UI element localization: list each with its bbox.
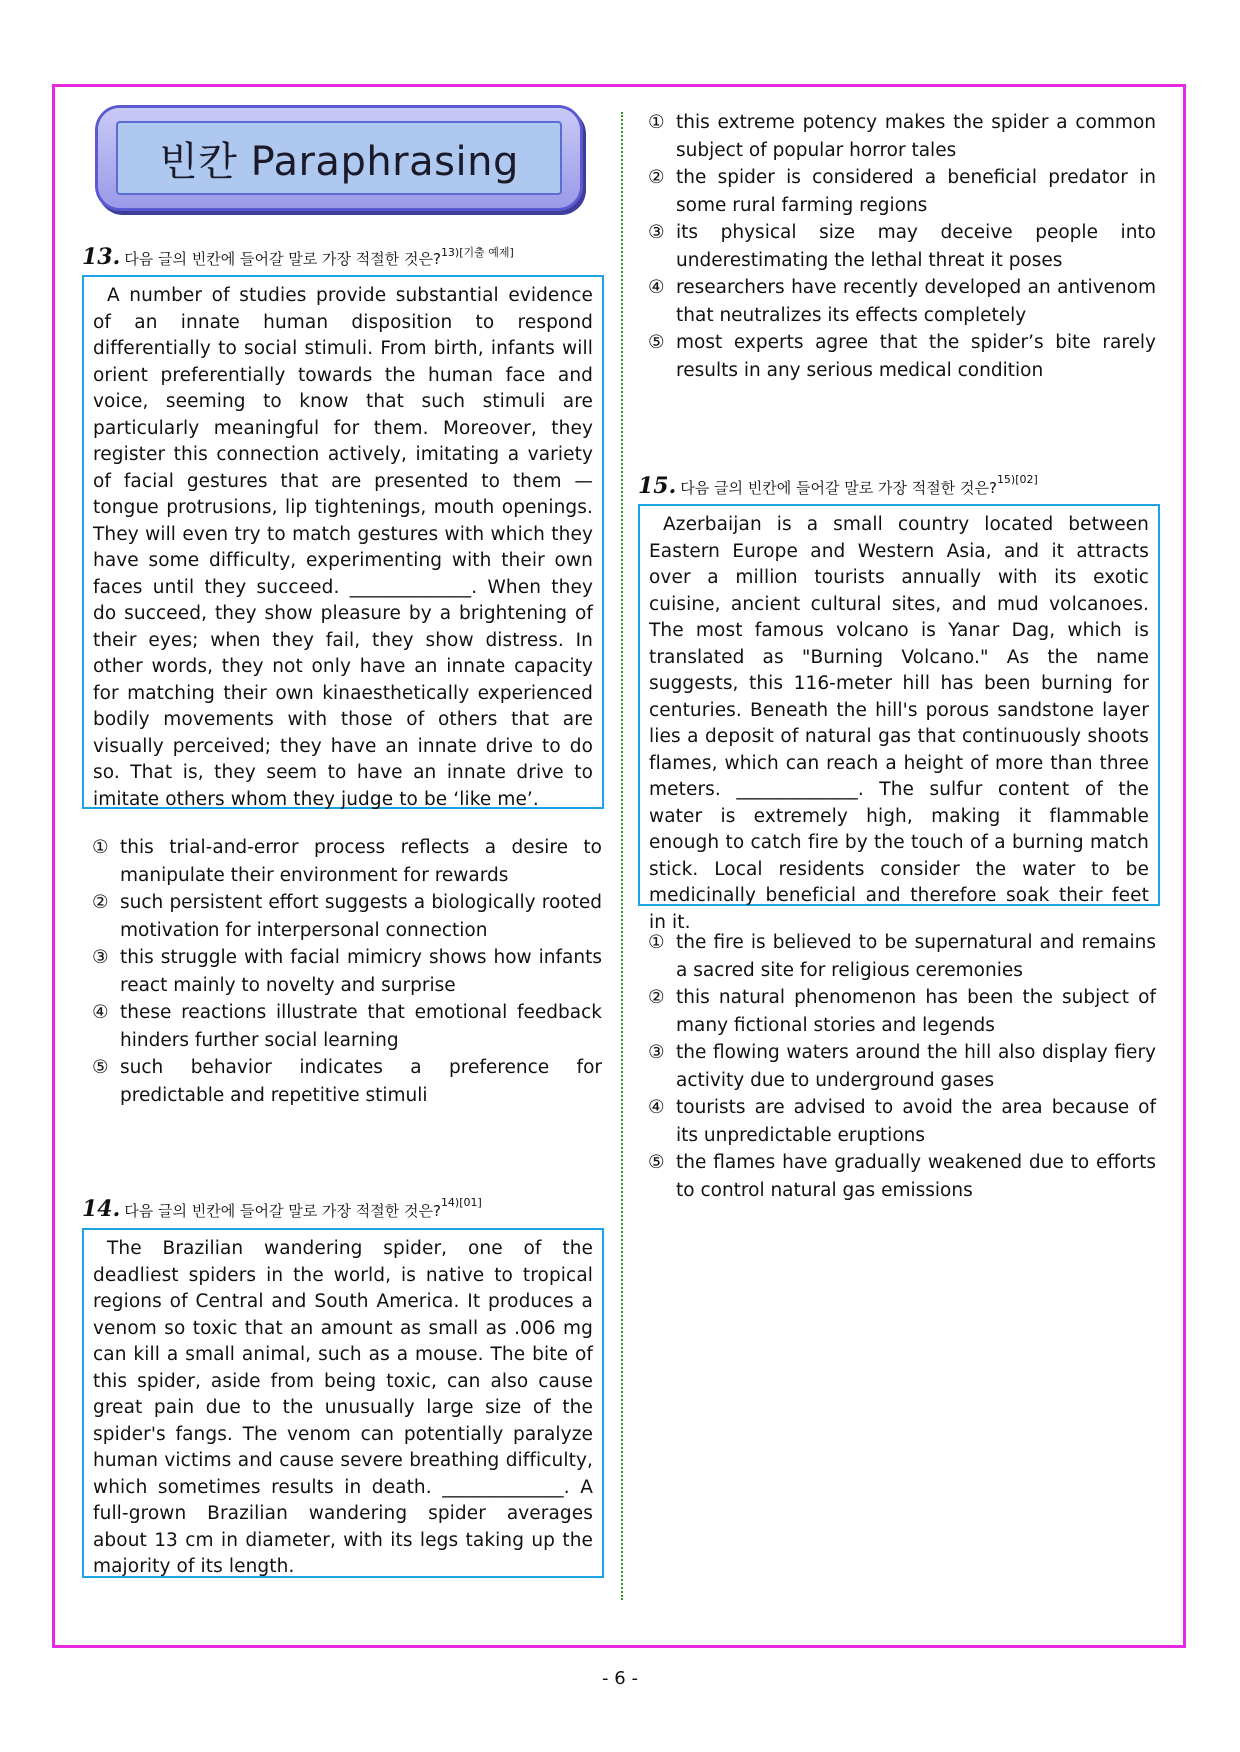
answer-option[interactable]	[648, 329, 1156, 384]
q14-prompt: 다음 글의 빈칸에 들어갈 말로 가장 적절한 것은?	[124, 1202, 441, 1220]
option-text: the flames have gradually weakened due to efforts to control natural gas emissions	[676, 1152, 1156, 1201]
answer-option[interactable]	[648, 984, 1156, 1039]
answer-option[interactable]	[648, 164, 1156, 219]
answer-option[interactable]	[648, 1149, 1156, 1204]
q13-prompt: 다음 글의 빈칸에 들어갈 말로 가장 적절한 것은?	[124, 250, 441, 268]
q15-prompt: 다음 글의 빈칸에 들어갈 말로 가장 적절한 것은?	[680, 479, 997, 497]
answer-option[interactable]	[92, 999, 602, 1054]
option-text: this natural phenomenon has been the subject of many fictional stories and legends	[676, 987, 1156, 1036]
option-number: ④	[648, 1097, 665, 1118]
option-number: ④	[92, 1002, 109, 1023]
option-text: the fire is believed to be supernatural and remains a sacred site for religious ceremonies	[676, 932, 1156, 981]
banner-inner	[116, 121, 562, 195]
answer-option[interactable]	[92, 889, 602, 944]
q15-passage: Azerbaijan is a small country located between Eastern Europe and Western Asia, and it attracts over a million tourists annually with its exotic cuisine, ancient cultural sites, and mud volcanoes. The most famous volcano is Yanar Dag, which is translated as "Burning Volcano." As the name suggests, this 116-meter hill has been burning for centuries. Beneath the hill's porous sandstone layer lies a deposit of natural gas that continuously shoots flames, which can reach a height of more than three meters. _____________. The sulfur content of the water is extremely high, making it flammable enough to catch fire by the touch of a burning match stick. Local residents consider the water to be medicinally beneficial and therefore soak their feet in it.	[638, 504, 1160, 906]
option-number: ②	[648, 987, 665, 1008]
option-number: ③	[92, 947, 109, 968]
section-banner	[98, 108, 580, 208]
option-number: ⑤	[92, 1057, 109, 1078]
q15-number: 15.	[638, 473, 677, 499]
option-number: ⑤	[648, 332, 665, 353]
option-text: these reactions illustrate that emotional feedback hinders further social learning	[120, 1002, 602, 1051]
option-number: ③	[648, 222, 665, 243]
banner-title: 빈칸 Paraphrasing	[159, 138, 519, 185]
option-number: ①	[648, 112, 665, 133]
q15-options	[648, 929, 1156, 1204]
option-text: this struggle with facial mimicry shows how infants react mainly to novelty and surprise	[120, 947, 602, 996]
option-text: its physical size may deceive people into underestimating the lethal threat it poses	[676, 222, 1156, 271]
option-number: ④	[648, 277, 665, 298]
page-number: - 6 -	[602, 1668, 638, 1689]
q15-title	[638, 473, 1038, 499]
q14-ref: 14)[01]	[440, 1196, 482, 1209]
option-text: such behavior indicates a preference for predictable and repetitive stimuli	[120, 1057, 602, 1106]
q14-options	[648, 109, 1156, 384]
q13-ref: 13)[기출 예제]	[440, 246, 514, 259]
q13-title	[82, 244, 514, 270]
answer-option[interactable]	[92, 1054, 602, 1109]
answer-option[interactable]	[648, 109, 1156, 164]
option-number: ⑤	[648, 1152, 665, 1173]
option-text: such persistent effort suggests a biologically rooted motivation for interpersonal connection	[120, 892, 602, 941]
q13-passage: A number of studies provide substantial evidence of an innate human disposition to respond differentially to social stimuli. From birth, infants will orient preferentially towards the human face and voice, seeming to know that such stimuli are particularly meaningful for them. Moreover, they register this connection actively, imitating a variety of facial gestures that are presented to them — tongue protrusions, lip tightenings, mouth openings. They will even try to match gestures with which they have some difficulty, experimenting with their own faces until they succeed. _____________. When they do succeed, they show pleasure by a brightening of their eyes; when they fail, they show distress. In other words, they not only have an innate capacity for matching their own kinaesthetically experienced bodily movements with those of others that are visually perceived; they have an innate drive to do so. That is, they seem to have an innate drive to imitate others whom they judge to be ‘like me’.	[82, 275, 604, 809]
q14-title	[82, 1196, 482, 1222]
q13-number: 13.	[82, 244, 121, 270]
option-text: this trial-and-error process reflects a desire to manipulate their environment for rewards	[120, 837, 602, 886]
answer-option[interactable]	[648, 274, 1156, 329]
answer-option[interactable]	[92, 944, 602, 999]
answer-option[interactable]	[648, 1094, 1156, 1149]
option-number: ②	[648, 167, 665, 188]
option-number: ①	[92, 837, 109, 858]
answer-option[interactable]	[648, 1039, 1156, 1094]
q14-number: 14.	[82, 1196, 121, 1222]
column-divider	[621, 112, 623, 1600]
q15-ref: 15)[02]	[996, 473, 1038, 486]
option-number: ①	[648, 932, 665, 953]
option-text: this extreme potency makes the spider a common subject of popular horror tales	[676, 112, 1156, 161]
answer-option[interactable]	[648, 219, 1156, 274]
q13-options	[92, 834, 602, 1109]
q14-passage: The Brazilian wandering spider, one of the deadliest spiders in the world, is native to tropical regions of Central and South America. It produces a venom so toxic that an amount as small as .006 mg can kill a small animal, such as a mouse. The bite of this spider, aside from being toxic, can also cause great pain due to the unusually large size of the spider's fangs. The venom can potentially paralyze human victims and cause severe breathing difficulty, which sometimes results in death. _____________. A full-grown Brazilian wandering spider averages about 13 cm in diameter, with its legs taking up the majority of its length.	[82, 1228, 604, 1578]
option-text: most experts agree that the spider’s bite rarely results in any serious medical condition	[676, 332, 1156, 381]
option-number: ②	[92, 892, 109, 913]
option-number: ③	[648, 1042, 665, 1063]
option-text: the flowing waters around the hill also display fiery activity due to underground gases	[676, 1042, 1156, 1091]
option-text: researchers have recently developed an antivenom that neutralizes its effects completely	[676, 277, 1156, 326]
option-text: the spider is considered a beneficial predator in some rural farming regions	[676, 167, 1156, 216]
answer-option[interactable]	[92, 834, 602, 889]
option-text: tourists are advised to avoid the area because of its unpredictable eruptions	[676, 1097, 1156, 1146]
answer-option[interactable]	[648, 929, 1156, 984]
